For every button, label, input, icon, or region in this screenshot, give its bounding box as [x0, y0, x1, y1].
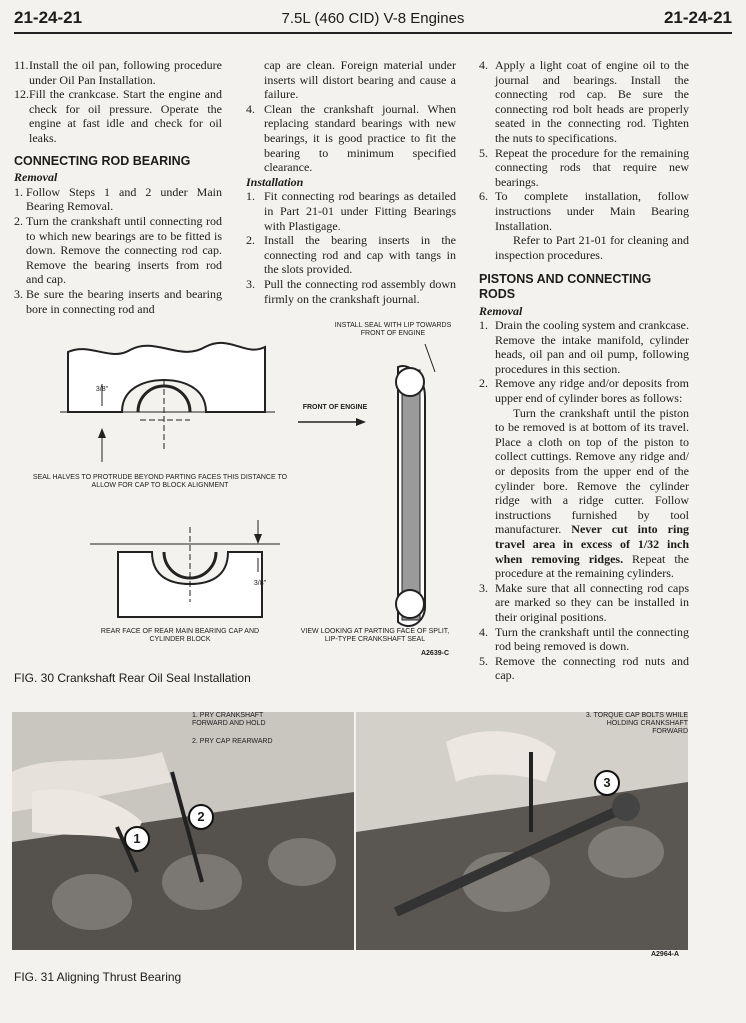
fig31-callout-3: 3. TORQUE CAP BOLTS WHILE HOLDING CRANKSHAFT FORWARD — [585, 712, 688, 735]
removal-step-4: 4. Clean the crankshaft journal. When replacing standard bearings with new bearings, it is good practice to fit the bearing to minimum specified clearance. — [246, 101, 456, 175]
page-number-right: 21-24-21 — [663, 8, 732, 27]
fig30-label-view: VIEW LOOKING AT PARTING FACE OF SPLIT, LIP-TYPE CRANKSHAFT SEAL — [300, 628, 450, 643]
ridge-procedure: Turn the crankshaft until the piston to be removed is at bottom of its travel. Place a cloth on top of the piston to collect cuttings. Remove any ridge and/ or deposits from the upper end of the cylinder bore. Remove the cylinder ridge with a ridge cutter. Follow instructions furnished by tool manufacturer. Never cut into ring travel area in excess of 1/32 inch when removing ridges. Repeat the procedure at the remaining cylinders. — [495, 405, 689, 581]
piston-step-4: 4. Turn the crankshaft until the connecting rod being removed is down. — [479, 624, 689, 654]
fig30-label-dim-bottom: 3/8" — [253, 580, 267, 587]
installation-step-4: 4. Apply a light coat of engine oil to the journal and bearings. Install the connecting rod cap. Be sure the connecting rod bolt heads are properly seated in the connecting rod. Tighten the nuts to specifications. — [479, 58, 689, 145]
installation-step-2: 2. Install the bearing inserts in the connecting rod and cap with tangs in the slots provided. — [246, 233, 456, 277]
fig31-photo-left — [12, 712, 354, 950]
column-1 — [14, 58, 222, 316]
subheading-installation: Installation — [246, 174, 304, 189]
column-2 — [246, 58, 456, 306]
subheading-removal: Removal — [14, 170, 58, 185]
piston-step-5: 5. Remove the connecting rod nuts and cap. — [479, 653, 689, 683]
column-3 — [479, 58, 689, 683]
installation-step-3: 3. Pull the connecting rod assembly down firmly on the crankshaft journal. — [246, 276, 456, 306]
installation-step-6: 6. To complete installation, follow instructions under Main Bearing Installation. — [479, 189, 689, 233]
fig30-label-dim-top: 3/8" — [95, 386, 109, 393]
fig31-callout-1: 1. PRY CRANKSHAFT FORWARD AND HOLD — [192, 712, 266, 727]
refer-note: Refer to Part 21-01 for cleaning and inspection procedures. — [495, 233, 689, 262]
fig31-photo-left-drawing — [12, 712, 354, 950]
fig31-caption: FIG. 31 Aligning Thrust Bearing — [14, 970, 182, 984]
page-title: 7.5L (460 CID) V-8 Engines — [281, 10, 465, 27]
page-header — [14, 8, 732, 34]
installation-step-5: 5. Repeat the procedure for the remaining connecting rods that require new bearings. — [479, 145, 689, 189]
subheading-removal-pistons: Removal — [479, 303, 523, 318]
removal-step-2: 2. Turn the crankshaft until connecting rod to which new bearings are to be fitted is down. Remove the connecting rod cap. Remove the bearing inserts from rod and cap. — [14, 213, 222, 287]
fig31-callout-2: 2. PRY CAP REARWARD — [192, 738, 273, 745]
fig31-photo-right — [356, 712, 688, 950]
fig30-label-rear-face: REAR FACE OF REAR MAIN BEARING CAP AND CYLINDER BLOCK — [100, 628, 260, 643]
installation-step-1: 1. Fit connecting rod bearings as detailed in Part 21-01 under Fitting Bearings with Plastigage. — [246, 189, 456, 233]
piston-step-2: 2. Remove any ridge and/or deposits from upper end of cylinder bores as follows: — [479, 376, 689, 406]
fig30-label-front: FRONT OF ENGINE — [302, 404, 368, 411]
fig30-caption: FIG. 30 Crankshaft Rear Oil Seal Installation — [14, 671, 251, 685]
fig30-code: A2639-C — [420, 650, 449, 657]
fig30-diagram — [30, 322, 460, 662]
page-number-left: 21-24-21 — [14, 8, 83, 27]
removal-step-3: 3. Be sure the bearing inserts and bearing bore in connecting rod and — [14, 286, 222, 316]
piston-step-1: 1. Drain the cooling system and crankcase. Remove the intake manifold, cylinder heads, oil pan and oil pump, following procedures in this section. — [479, 318, 689, 376]
fig30-label-seal-halves: SEAL HALVES TO PROTRUDE BEYOND PARTING FACES THIS DISTANCE TO ALLOW FOR CAP TO BLOCK ALIGNMENT — [32, 474, 288, 489]
section-heading-pistons: PISTONS AND CONNECTING RODS — [479, 272, 652, 301]
fig31-number-1: 1 — [124, 826, 150, 852]
section-heading-connecting-rod-bearing: CONNECTING ROD BEARING — [14, 153, 191, 168]
fig30-drawing — [30, 322, 460, 662]
step-11: 11. Install the oil pan, following procedure under Oil Pan Installation. — [14, 58, 222, 87]
fig31-photo-right-drawing — [356, 712, 688, 950]
fig31-code: A2964-A — [650, 951, 679, 958]
fig31-number-3: 3 — [594, 770, 620, 796]
fig30-label-install-seal: INSTALL SEAL WITH LIP TOWARDS FRONT OF ENGINE — [334, 322, 452, 337]
piston-step-3: 3. Make sure that all connecting rod caps are marked so they can be installed in their original positions. — [479, 580, 689, 624]
step-12: 12. Fill the crankcase. Start the engine and check for oil pressure. Operate the engine at fast idle and check for oil leaks. — [14, 87, 222, 145]
removal-step-3-continued: cap are clean. Foreign material under inserts will distort bearing and cause a failure. — [264, 58, 456, 102]
fig31-number-2: 2 — [188, 804, 214, 830]
removal-step-1: 1. Follow Steps 1 and 2 under Main Bearing Removal. — [14, 184, 222, 214]
